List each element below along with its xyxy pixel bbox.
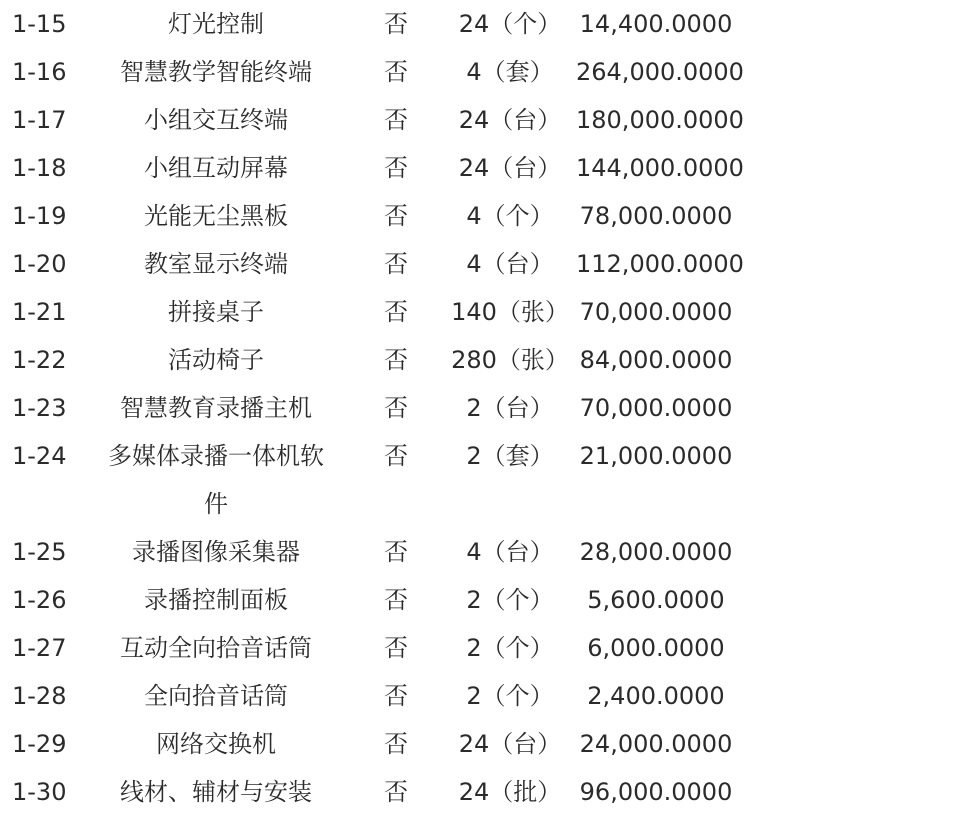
- item-id: 1-16: [12, 58, 67, 86]
- item-amount: 14,400.0000: [579, 10, 733, 38]
- item-flag: 否: [384, 58, 408, 86]
- item-quantity: 280（张）: [451, 346, 569, 374]
- item-quantity: 24（批）: [458, 778, 562, 806]
- item-name: 网络交换机: [156, 730, 276, 758]
- item-flag: 否: [384, 202, 408, 230]
- item-flag: 否: [384, 634, 408, 662]
- item-amount: 5,600.0000: [587, 586, 725, 614]
- item-id: 1-18: [12, 154, 67, 182]
- item-amount: 78,000.0000: [579, 202, 733, 230]
- table-row: [0, 528, 979, 576]
- item-amount: 6,000.0000: [587, 634, 725, 662]
- item-id: 1-20: [12, 250, 67, 278]
- item-id: 1-17: [12, 106, 67, 134]
- item-flag: 否: [384, 586, 408, 614]
- item-name: 光能无尘黑板: [144, 202, 288, 230]
- item-flag: 否: [384, 538, 408, 566]
- table-row: [0, 432, 979, 528]
- item-quantity: 24（台）: [458, 730, 562, 758]
- item-id: 1-30: [12, 778, 67, 806]
- item-name: 智慧教育录播主机: [120, 394, 312, 422]
- item-quantity: 2（个）: [466, 586, 554, 614]
- table-row: [0, 384, 979, 432]
- item-name: 智慧教学智能终端: [120, 58, 312, 86]
- table-row: [0, 0, 979, 48]
- item-quantity: 24（台）: [458, 106, 562, 134]
- item-amount: 28,000.0000: [579, 538, 733, 566]
- item-quantity: 140（张）: [451, 298, 569, 326]
- table-row: [0, 768, 979, 816]
- item-name: 小组交互终端: [144, 106, 288, 134]
- item-name: 互动全向拾音话筒: [120, 634, 312, 662]
- table-row: [0, 48, 979, 96]
- item-amount: 2,400.0000: [587, 682, 725, 710]
- item-quantity: 4（台）: [466, 250, 554, 278]
- item-id: 1-22: [12, 346, 67, 374]
- item-name: 教室显示终端: [144, 250, 288, 278]
- item-name: 全向拾音话筒: [144, 682, 288, 710]
- item-flag: 否: [384, 442, 408, 470]
- item-amount: 144,000.0000: [576, 154, 744, 182]
- item-name: 录播控制面板: [144, 586, 288, 614]
- item-quantity: 2（个）: [466, 682, 554, 710]
- item-name: 活动椅子: [168, 346, 264, 374]
- item-name: 多媒体录播一体机软件: [108, 442, 324, 518]
- item-amount: 84,000.0000: [579, 346, 733, 374]
- item-amount: 180,000.0000: [576, 106, 744, 134]
- item-amount: 70,000.0000: [579, 394, 733, 422]
- item-flag: 否: [384, 394, 408, 422]
- item-quantity: 24（个）: [458, 10, 562, 38]
- table-row: [0, 96, 979, 144]
- table-row: [0, 576, 979, 624]
- item-quantity: 4（套）: [466, 58, 554, 86]
- item-flag: 否: [384, 730, 408, 758]
- table-row: [0, 240, 979, 288]
- item-flag: 否: [384, 298, 408, 326]
- item-amount: 24,000.0000: [579, 730, 733, 758]
- item-amount: 70,000.0000: [579, 298, 733, 326]
- item-flag: 否: [384, 10, 408, 38]
- table-row: [0, 336, 979, 384]
- item-flag: 否: [384, 682, 408, 710]
- item-flag: 否: [384, 778, 408, 806]
- item-id: 1-27: [12, 634, 67, 662]
- item-flag: 否: [384, 106, 408, 134]
- item-name: 线材、辅材与安装: [120, 778, 312, 806]
- item-id: 1-26: [12, 586, 67, 614]
- item-name: 拼接桌子: [168, 298, 264, 326]
- item-id: 1-15: [12, 10, 67, 38]
- table-row: [0, 192, 979, 240]
- item-amount: 96,000.0000: [579, 778, 733, 806]
- item-quantity: 2（套）: [466, 442, 554, 470]
- item-quantity: 24（台）: [458, 154, 562, 182]
- item-name: 灯光控制: [168, 10, 264, 38]
- item-name: 小组互动屏幕: [144, 154, 288, 182]
- item-amount: 264,000.0000: [576, 58, 744, 86]
- item-id: 1-23: [12, 394, 67, 422]
- item-name: 录播图像采集器: [132, 538, 300, 566]
- item-id: 1-21: [12, 298, 67, 326]
- table-row: [0, 624, 979, 672]
- item-flag: 否: [384, 250, 408, 278]
- item-flag: 否: [384, 346, 408, 374]
- table-row: [0, 672, 979, 720]
- table-row: [0, 144, 979, 192]
- item-amount: 112,000.0000: [576, 250, 744, 278]
- item-id: 1-19: [12, 202, 67, 230]
- item-quantity: 4（个）: [466, 202, 554, 230]
- item-id: 1-24: [12, 442, 67, 470]
- table-row: [0, 288, 979, 336]
- item-id: 1-29: [12, 730, 67, 758]
- item-flag: 否: [384, 154, 408, 182]
- table-row: [0, 720, 979, 768]
- item-amount: 21,000.0000: [579, 442, 733, 470]
- item-quantity: 4（台）: [466, 538, 554, 566]
- item-quantity: 2（台）: [466, 394, 554, 422]
- item-id: 1-25: [12, 538, 67, 566]
- item-id: 1-28: [12, 682, 67, 710]
- item-quantity: 2（个）: [466, 634, 554, 662]
